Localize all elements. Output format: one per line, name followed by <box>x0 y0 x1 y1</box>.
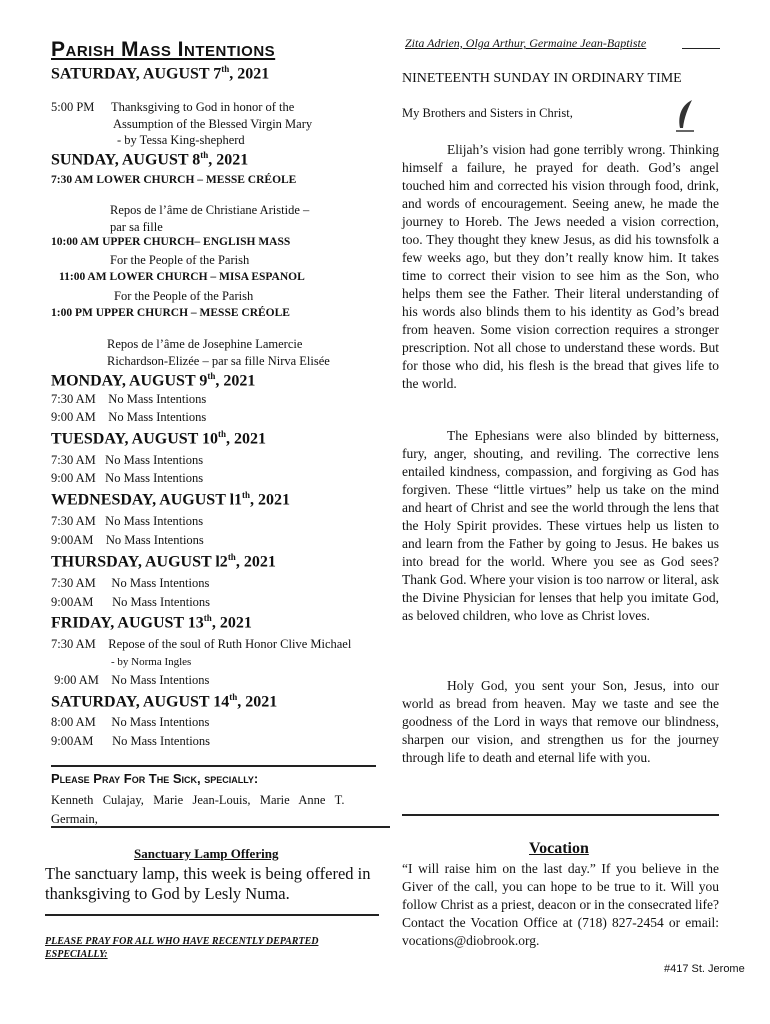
sanctuary-lamp-text: thanksgiving to God by Lesly Numa. <box>45 884 290 903</box>
mass-time-heading: 11:00 AM LOWER CHURCH – MISA ESPANOL <box>59 271 305 283</box>
day-heading-saturday-7: SATURDAY, AUGUST 7th, 2021 <box>51 64 270 83</box>
mass-intention: For the People of the Parish <box>114 289 254 303</box>
sick-names: Germain, <box>51 812 98 826</box>
day-heading-thursday-12: THURSDAY, AUGUST l2th, 2021 <box>51 552 276 571</box>
mass-line: 9:00 AM No Mass Intentions <box>51 471 204 485</box>
mass-line: 9:00AM No Mass Intentions <box>51 595 211 609</box>
mass-line: 8:00 AM No Mass Intentions <box>51 715 210 729</box>
closing-prayer: Holy God, you sent your Son, Jesus, into our world as bread from heaven. May we taste and see the goodness of the Lord in ways that remove our blindness, sharpen our vision, and strengthen us for the journey through life to death and eternal life with you. <box>402 678 719 765</box>
mass-line: 9:00 AM No Mass Intentions <box>51 673 210 687</box>
departed-heading: PLEASE PRAY FOR ALL WHO HAVE RECENTLY DEPARTED <box>45 936 319 947</box>
day-heading-saturday-14: SATURDAY, AUGUST 14th, 2021 <box>51 692 278 711</box>
mass-time: 5:00 PM <box>51 100 95 114</box>
reflection-paragraph-2: The Ephesians were also blinded by bitterness, fury, anger, shouting, and reviling. The corrective lens entailed kindness, compassion, and forgiving as God has forgiven. These “little virtues” help us take on the mind and heart of Christ and see the world through the lens that the Holy Spirit provides. These virtues help us listen to and learn from the Father by going to Jesus. He bakes us into bread for the world. Where you see as God sees? Thank God. Where your vision is too narrow or literal, ask the Divine Physician for lenses that help you imitate God, as beloved children, who love as Christ loves. <box>402 428 719 623</box>
reflection-paragraph-1: Elijah’s vision had gone terribly wrong. Thinking himself a failure, he prayed for death. God’s angel touched him and corrected his vision through food, drink, and words of encouragement. Seeing anew, he made the journey to Horeb. The Jews needed a vision correction, too. They thought they knew Jesus, as did his townsfolk a few weeks ago, but they don’t really know him. It takes time to correct their vision to see him as the Son, who helps them see the Father. Their literal understanding of his words also blinds them to his identity as God’s bread from heaven. Some vision correction requires a stronger prescription. Not all chose to understand these words. But for those who did, his flesh is the bread that gives life to the world. <box>402 142 719 391</box>
divider <box>45 914 379 916</box>
mass-intention: Richardson-Elizée – par sa fille Nirva Elisée <box>107 354 330 368</box>
mass-intention: par sa fille <box>110 220 163 234</box>
departed-heading: ESPECIALLY: <box>45 949 108 960</box>
mass-line: 7:30 AM No Mass Intentions <box>51 576 210 590</box>
day-heading-monday-9: MONDAY, AUGUST 9th, 2021 <box>51 371 256 390</box>
mass-line: 9:00AM No Mass Intentions <box>51 734 211 748</box>
mass-time-heading: 7:30 AM LOWER CHURCH – MESSE CRÉOLE <box>51 174 297 186</box>
mass-line: 9:00AM No Mass Intentions <box>51 533 204 547</box>
mass-intention: Assumption of the Blessed Virgin Mary <box>113 117 313 131</box>
mass-intention: For the People of the Parish <box>110 253 250 267</box>
divider <box>402 814 719 816</box>
mass-intention: Repos de l’âme de Christiane Aristide – <box>110 203 310 217</box>
mass-intention-donor: - by Tessa King-shepherd <box>117 133 245 147</box>
page-footer: #417 St. Jerome <box>664 963 745 975</box>
liturgical-day-title: NINETEENTH SUNDAY IN ORDINARY TIME <box>402 71 682 86</box>
mass-intention-donor: - by Norma Ingles <box>111 656 192 668</box>
mass-time-heading: 10:00 AM UPPER CHURCH– ENGLISH MASS <box>51 236 291 248</box>
mass-line: 7:30 AM No Mass Intentions <box>51 453 204 467</box>
greeting: My Brothers and Sisters in Christ, <box>402 106 573 120</box>
day-heading-friday-13: FRIDAY, AUGUST 13th, 2021 <box>51 613 252 632</box>
sanctuary-lamp-heading: Sanctuary Lamp Offering <box>134 846 279 861</box>
vocation-text: “I will raise him on the last day.” If you believe in the Giver of the call, you can hope to be true to it. Will you follow Christ as a priest, deacon or in the consecrated life? Contact the Vocation Office at (718) 827-2454 or email: vocations@diobrook.org. <box>402 861 719 948</box>
vocation-heading: Vocation <box>529 840 589 857</box>
sick-names: Kenneth Culajay, Marie Jean-Louis, Marie Anne T. <box>51 793 345 807</box>
mass-line: 7:30 AM Repose of the soul of Ruth Honor Clive Michael <box>51 637 352 651</box>
quill-pen-icon <box>672 98 700 134</box>
mass-intention: Thanksgiving to God in honor of the <box>111 100 295 114</box>
sick-heading: Please Pray For The Sick, specially: <box>51 771 259 786</box>
day-heading-tuesday-10: TUESDAY, AUGUST 10th, 2021 <box>51 429 267 448</box>
mass-line: 7:30 AM No Mass Intentions <box>51 514 204 528</box>
mass-time-heading: 1:00 PM UPPER CHURCH – MESSE CRÉOLE <box>51 307 290 319</box>
deceased-names: Zita Adrien, Olga Arthur, Germaine Jean-Baptiste <box>405 36 647 50</box>
mass-intention: Repos de l’âme de Josephine Lamercie <box>107 337 303 351</box>
day-heading-wednesday-11: WEDNESDAY, AUGUST l1th, 2021 <box>51 490 291 509</box>
mass-line: 9:00 AM No Mass Intentions <box>51 410 207 424</box>
divider <box>51 826 390 828</box>
day-heading-sunday-8: SUNDAY, AUGUST 8th, 2021 <box>51 150 249 169</box>
divider <box>51 765 376 767</box>
divider <box>682 48 720 49</box>
mass-line: 7:30 AM No Mass Intentions <box>51 392 207 406</box>
sanctuary-lamp-text: The sanctuary lamp, this week is being offered in <box>45 864 371 883</box>
page-title: Parish Mass Intentions <box>51 38 276 61</box>
